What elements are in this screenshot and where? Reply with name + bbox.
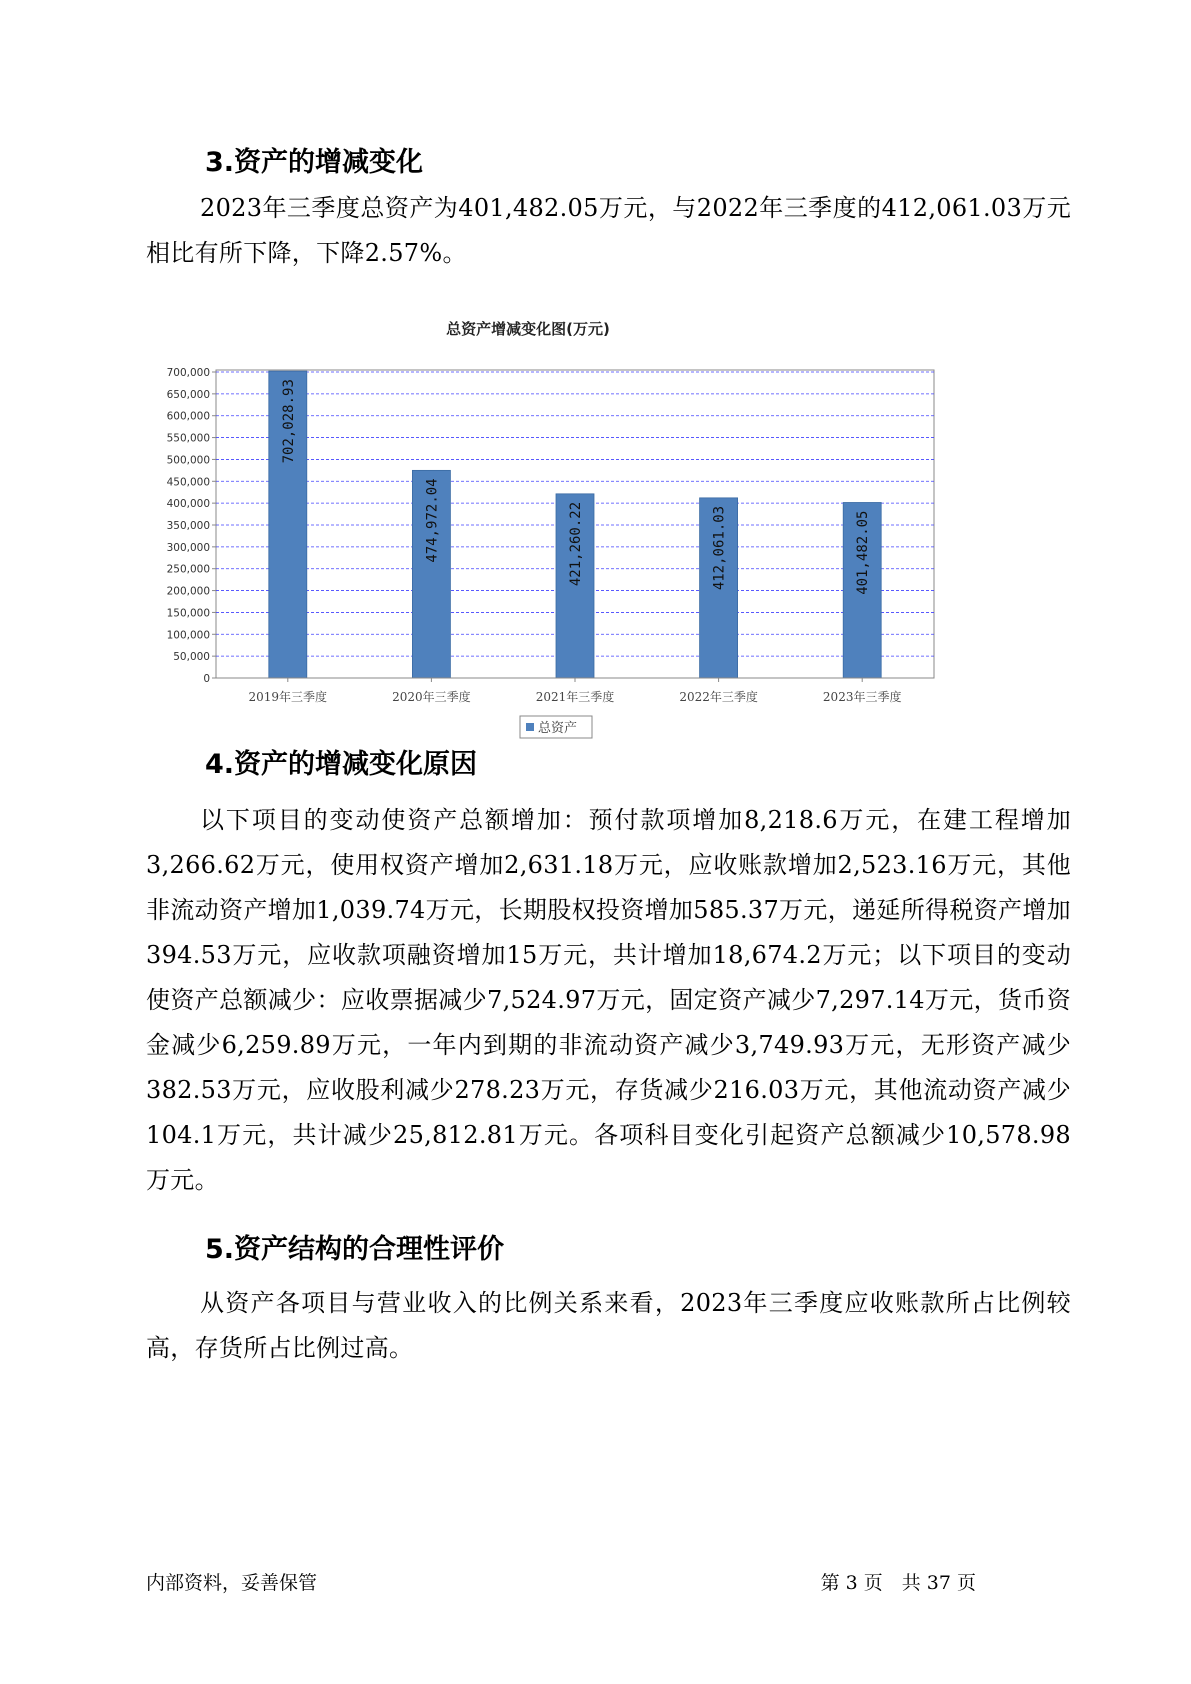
x-tick-label: 2021年三季度 (535, 690, 615, 704)
bar-value-label: 401,482.05 (855, 510, 872, 595)
bar-value-label: 702,028.93 (280, 379, 297, 464)
section-4-heading: 4.资产的增减变化原因 (205, 749, 478, 780)
total-assets-chart (150, 318, 1026, 770)
legend-label: 总资产 (538, 721, 578, 736)
y-tick-label: 300,000 (166, 541, 210, 554)
y-tick-label: 0 (203, 673, 210, 685)
chart-title: 总资产增减变化图(万元) (446, 320, 610, 338)
bar-value-label: 412,061.03 (711, 505, 728, 591)
section-3-paragraph: 2023年三季度总资产为401,482.05万元，与2022年三季度的412,061.03万元相比有所下降，下降2.57%。 (146, 194, 1071, 267)
footer-page-number: 第 3 页 共 37 页 (820, 1572, 976, 1594)
section-4-paragraph: 以下项目的变动使资产总额增加：预付款项增加8,218.6万元，在建工程增加3,266.62万元，使用权资产增加2,631.18万元，应收账款增加2,523.16万元，其他非流动资产增加1,039.74万元，长期股权投资增加585.37万元，递延所得税资产增加394.53万元，应收款项融资增加15万元，共计增加18,674.2万元；以下项目的变动使资产总额减少：应收票据减少7,524.97万元，固定资产减少7,297.14万元，货币资金减少6,259.89万元，一年内到期的非流动资产减少3,749.93万元，无形资产减少382.53万元，应收股利减少278.23万元，存货减少216.03万元，其他流动资产减少104.1万元，共计减少25,812.81万元。各项科目变化引起资产总额减少10,578.98万元。 (146, 806, 1071, 1194)
legend-swatch (526, 723, 534, 731)
y-tick-label: 200,000 (166, 585, 210, 598)
x-tick-label: 2022年三季度 (679, 690, 758, 704)
x-tick-label: 2020年三季度 (392, 690, 471, 704)
section-5-heading: 5.资产结构的合理性评价 (205, 1234, 505, 1265)
y-tick-label: 700,000 (166, 367, 210, 379)
y-tick-label: 450,000 (166, 476, 210, 489)
y-tick-label: 250,000 (166, 563, 210, 576)
x-tick-label: 2023年三季度 (822, 690, 902, 704)
section-3-heading: 3.资产的增减变化 (205, 147, 424, 178)
footer-confidential: 内部资料，妥善保管 (146, 1572, 318, 1594)
y-tick-label: 50,000 (173, 651, 210, 664)
bar-value-label: 474,972.04 (424, 478, 441, 563)
y-tick-label: 600,000 (166, 410, 210, 423)
x-tick-label: 2019年三季度 (248, 690, 328, 704)
bar-value-label: 421,260.22 (568, 501, 584, 587)
section-5-paragraph: 从资产各项目与营业收入的比例关系来看，2023年三季度应收账款所占比例较高，存货所占比例过高。 (146, 1289, 1071, 1362)
y-tick-label: 550,000 (166, 432, 210, 445)
chart-svg (150, 318, 1026, 770)
y-tick-label: 150,000 (166, 607, 210, 620)
y-tick-label: 350,000 (166, 520, 210, 532)
y-tick-label: 650,000 (166, 388, 210, 401)
y-tick-label: 100,000 (166, 629, 210, 642)
y-tick-label: 500,000 (166, 454, 210, 467)
y-tick-label: 400,000 (166, 498, 210, 511)
